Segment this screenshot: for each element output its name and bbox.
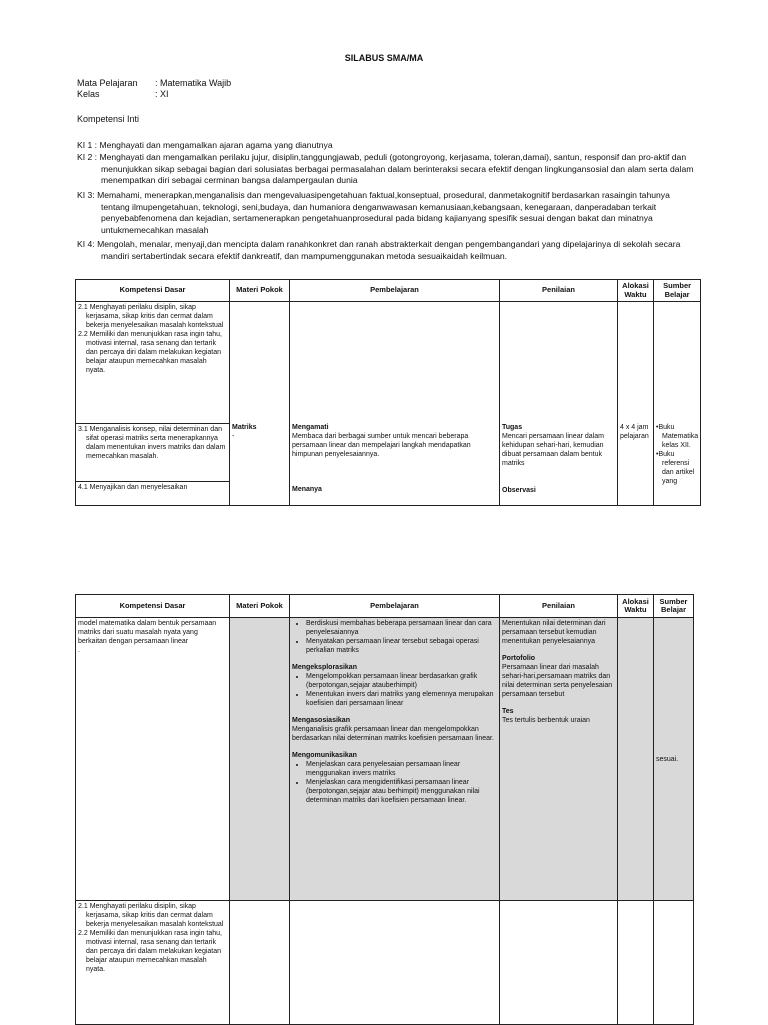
ki-continuation: menunjukkan sikap sebagai bagian dari solusiatas berbagai permasalahan dalam berinteraksi secara efektif dengan lingkungansosial dan alam serta dalam menempatkan diri sebagai cerminan bangsa dalampergaulan dunia <box>101 163 694 185</box>
meta-value: : XI <box>155 89 169 99</box>
list-item: • Menjelaskan cara penyelesaian persamaan linear menggunakan invers matriks <box>306 760 497 778</box>
table-row <box>76 302 701 424</box>
table-header-row <box>76 280 701 302</box>
list-item: • Menentukan invers dari matriks yang elemennya merupakan koefisien dari persamaan linear <box>306 690 497 708</box>
header-alokasi-waktu: Alokasi Waktu <box>618 280 654 302</box>
header-materi-pokok: Materi Pokok <box>230 280 290 302</box>
sumber-cell <box>654 618 694 901</box>
materi-cell <box>230 302 290 506</box>
ki-continuation: mandiri sertabertindak secara efektif dankreatif, dan mampumenggunakan metoda sesuaikaidah keilmuan. <box>101 250 508 261</box>
ki-label: KI 3: <box>77 190 95 200</box>
kd-item <box>78 902 227 929</box>
ki-1 <box>77 140 722 152</box>
kd-text: Menghayati perilaku disiplin, sikap kerjasama, sikap kritis dan cermat dalam bekerja menyelesaikan masalah kontekstual <box>86 903 224 928</box>
list-item: • Menyatakan persamaan linear tersebut sebagai operasi perkalian matriks <box>306 637 497 655</box>
kd-text: Memiliki dan menunjukkan rasa ingin tahu, motivasi internal, rasa senang dan tertarik dan percaya diri dalam melakukan kegiatan belajar ataupun memecahkan masalah nyata. <box>86 331 222 374</box>
pembelajaran-cell <box>290 302 500 506</box>
kd-dot: . <box>78 647 80 654</box>
list-item: • Menjelaskan cara mengidentifikasi persamaan linear (berpotongan,sejajar atau berhimpit) menggunakan nilai determinan matriks dari koefisien persamaan linear. <box>306 778 497 805</box>
komunikasi-heading: Mengomunikasikan <box>292 752 357 759</box>
materi-text: Matriks <box>232 424 257 431</box>
list-item: • Berdiskusi membahas beberapa persamaan linear dan cara penyelesaiannya <box>306 619 497 637</box>
sumber-item: •Buku Matematika kelas XII. <box>656 424 699 449</box>
sumber-item: •Buku referensi dan artikel yang <box>656 451 695 485</box>
header-penilaian: Penilaian <box>500 280 618 302</box>
ki-text: Menghayati dan mengamalkan perilaku jujur, disiplin,tanggungjawab, peduli (gotongroyong, kerjasama, toleran,damai), santun, responsif dan pro-aktif dan <box>99 152 687 162</box>
list-item: • Mengelompokkan persamaan linear berdasarkan grafik (berpotongan,sejajar atauberhimpit) <box>306 672 497 690</box>
pembelajaran-list <box>292 672 497 708</box>
kd-text: 3.1 Menganalisis konsep, nilai determinan dan sifat operasi matriks serta menerapkannya dalam menentukan invers matriks dan dalam memecahkan masalah. <box>78 426 226 460</box>
meta-key: Kelas <box>77 89 100 99</box>
asosiasi-text: Menganalisis grafik persamaan linear dan mengelompokkan berdasarkan nilai determinan matriks koefisien persamaan linear. <box>292 726 494 742</box>
materi-dash: - <box>232 433 235 440</box>
kd-item <box>78 303 227 330</box>
meta-subject <box>77 78 231 89</box>
meta-key: Mata Pelajaran <box>77 78 138 88</box>
sumber-text: sesuai. <box>656 755 679 763</box>
kd-number: 2.2 <box>78 930 88 937</box>
header-pembelajaran: Pembelajaran <box>290 280 500 302</box>
kd-text: Memiliki dan menunjukkan rasa ingin tahu, motivasi internal, rasa senang dan tertarik dan percaya diri dalam melakukan kegiatan belajar ataupun memecahkan masalah nyata. <box>86 930 222 973</box>
alokasi-cell <box>618 302 654 506</box>
table-header-row <box>76 595 694 618</box>
kd-cell <box>76 618 230 901</box>
penilaian-cell <box>500 302 618 506</box>
penilaian-text: Mencari persamaan linear dalam kehidupan sehari-hari, kemudian dibuat persamaan dalam bentuk matriks <box>502 433 604 467</box>
table-row <box>76 901 694 1025</box>
kd-4-1-cell <box>76 482 230 506</box>
meta-value: : Matematika Wajib <box>155 78 232 88</box>
ki-4 <box>77 239 722 262</box>
header-kompetensi-dasar: Kompetensi Dasar <box>76 595 230 618</box>
pembelajaran-text: Membaca dari berbagai sumber untuk mencari beberapa persamaan linear dan mempelajari langkah mendapatkan himpunan penyelesaiannya. <box>292 433 471 458</box>
header-sumber-belajar: Sumber Belajar <box>654 595 694 618</box>
pembelajaran-list <box>292 619 497 655</box>
kd-item <box>78 929 227 974</box>
penilaian-text: Menentukan nilai determinan dari persamaan tersebut kemudian menentukan penyelesaiannya <box>502 620 606 645</box>
ki-2 <box>77 152 722 187</box>
header-sumber-belajar: Sumber Belajar <box>654 280 701 302</box>
ki-label: KI 2 : <box>77 152 98 162</box>
ki-text: Mengolah, menalar, menyaji,dan mencipta dalam ranahkonkret dan ranah abstrakterkait dengan pengembangandari yang dipelajarinya di sekolah secara <box>97 239 681 249</box>
kd-number: 2.1 <box>78 304 88 311</box>
pembelajaran-heading: Mengamati <box>292 424 329 431</box>
header-kompetensi-dasar: Kompetensi Dasar <box>76 280 230 302</box>
tes-heading: Tes <box>502 708 514 715</box>
alokasi-text: 4 x 4 jam pelajaran <box>620 424 649 440</box>
kd-attitude-cell <box>76 302 230 424</box>
materi-cell <box>230 901 290 1025</box>
sumber-text: Buku referensi dan artikel yang <box>658 451 695 485</box>
table-row <box>76 618 694 901</box>
sumber-text: Buku Matematika kelas XII. <box>658 424 699 449</box>
syllabus-table-1 <box>75 279 701 506</box>
ki-label: KI 4: <box>77 239 95 249</box>
sumber-cell <box>654 302 701 506</box>
header-materi-pokok: Materi Pokok <box>230 595 290 618</box>
meta-class <box>77 89 169 100</box>
kd-text: model matematika dalam bentuk persamaan matriks dari suatu masalah nyata yang berkaitan dengan persamaan linear <box>78 620 217 645</box>
ki-text: Menghayati dan mengamalkan ajaran agama yang dianutnya <box>99 140 333 150</box>
ki-continuation: tentang ilmupengetahuan, teknologi, seni,budaya, dan humaniora denganwawasan kemanusiaan,kebangsaan, kenegaraan, danperadaban terkait penyebabfenomena dan kejadian, sertamenerapkan pengetahuanprosedural pada bidang kajianyang spesifik sesuai dengan bakat dan minatnya untukmemecahkan masalah <box>101 201 657 235</box>
kd-item <box>78 330 227 375</box>
alokasi-cell <box>618 901 654 1025</box>
pembelajaran-cell <box>290 618 500 901</box>
pembelajaran-cell <box>290 901 500 1025</box>
kd-number: 2.2 <box>78 331 88 338</box>
header-pembelajaran: Pembelajaran <box>290 595 500 618</box>
kd-attitude-cell <box>76 901 230 1025</box>
kd-text: 4.1 Menyajikan dan menyelesaikan <box>78 484 188 491</box>
kd-3-1-cell <box>76 424 230 482</box>
pembelajaran-next-heading: Menanya <box>292 486 322 493</box>
kd-number: 2.1 <box>78 903 88 910</box>
kompetensi-inti-heading: Kompetensi Inti <box>77 114 140 124</box>
tes-text: Tes tertulis berbentuk uraian <box>502 717 590 724</box>
penilaian-next-heading: Observasi <box>502 487 536 494</box>
pembelajaran-list <box>292 760 497 805</box>
ki-text: Memahami, menerapkan,menganalisis dan mengevaluasipengetahuan faktual,konseptual, prosedural, danmetakognitif berdasarkan rasaingin tahunya <box>97 190 670 200</box>
kd-text: Menghayati perilaku disiplin, sikap kerjasama, sikap kritis dan cermat dalam bekerja menyelesaikan masalah kontekstual <box>86 304 224 329</box>
syllabus-table-2 <box>75 594 694 1025</box>
portofolio-text: Persamaan linear dari masalah sehari-hari,persamaan matriks dan nilai determinan serta penyelesaian persamaan tersebut <box>502 664 613 698</box>
page-title: SILABUS SMA/MA <box>344 53 424 63</box>
penilaian-cell <box>500 618 618 901</box>
alokasi-cell <box>618 618 654 901</box>
asosiasi-heading: Mengasosiasikan <box>292 717 350 724</box>
header-penilaian: Penilaian <box>500 595 618 618</box>
penilaian-cell <box>500 901 618 1025</box>
ki-label: KI 1 : <box>77 140 98 150</box>
eksplorasi-heading: Mengeksplorasikan <box>292 664 357 671</box>
materi-cell <box>230 618 290 901</box>
sumber-cell <box>654 901 694 1025</box>
penilaian-heading: Tugas <box>502 424 523 431</box>
header-alokasi-waktu: Alokasi Waktu <box>618 595 654 618</box>
ki-3 <box>77 190 722 236</box>
portofolio-heading: Portofolio <box>502 655 536 662</box>
